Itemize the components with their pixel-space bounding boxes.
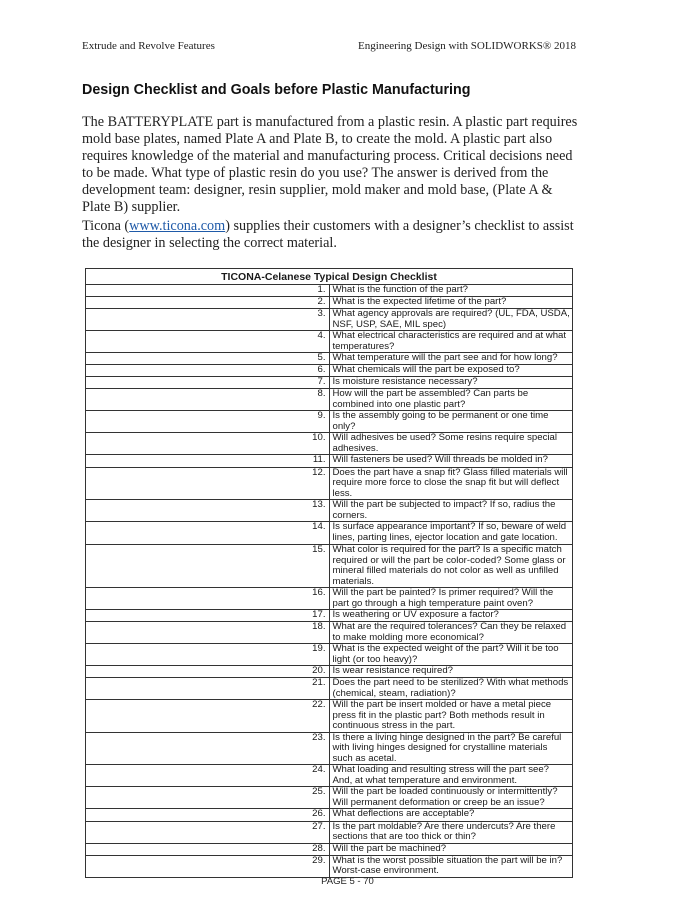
checklist-row xyxy=(86,843,573,855)
item-number: 29. xyxy=(86,855,330,877)
checklist-row xyxy=(86,765,573,787)
checklist-row xyxy=(86,588,573,610)
checklist-row xyxy=(86,455,573,467)
item-number: 25. xyxy=(86,787,330,809)
item-number: 20. xyxy=(86,666,330,678)
ticona-paragraph-start: Ticona ( xyxy=(82,218,130,234)
checklist-row xyxy=(86,365,573,377)
item-question: Will the part be loaded continuously or intermittently? Will permanent deformation or creep be an issue? xyxy=(329,787,573,809)
item-question: What agency approvals are required? (UL, FDA, USDA, NSF, USP, SAE, MIL spec) xyxy=(329,309,573,331)
ticona-paragraph-end: ) supplies their customers with a designer’s checklist to assist the designer in selecting the correct material. xyxy=(82,218,574,251)
item-question: Will the part be painted? Is primer required? Will the part go through a high temperature paint oven? xyxy=(329,588,573,610)
item-question: Will adhesives be used? Some resins require special adhesives. xyxy=(329,433,573,455)
item-number: 13. xyxy=(86,500,330,522)
item-question: Will the part be subjected to impact? If so, radius the corners. xyxy=(329,500,573,522)
item-question: What is the worst possible situation the part will be in? Worst-case environment. xyxy=(329,855,573,877)
design-checklist-table xyxy=(85,268,573,878)
checklist-row xyxy=(86,666,573,678)
item-number: 8. xyxy=(86,389,330,411)
item-number: 24. xyxy=(86,765,330,787)
item-number: 21. xyxy=(86,678,330,700)
checklist-row xyxy=(86,644,573,666)
item-question: Is surface appearance important? If so, beware of weld lines, parting lines, ejector location and gate location. xyxy=(329,522,573,545)
item-question: Is weathering or UV exposure a factor? xyxy=(329,610,573,622)
checklist-row xyxy=(86,377,573,389)
item-question: What deflections are acceptable? xyxy=(329,809,573,821)
checklist-row xyxy=(86,522,573,545)
item-number: 22. xyxy=(86,700,330,733)
item-number: 16. xyxy=(86,588,330,610)
item-number: 6. xyxy=(86,365,330,377)
checklist-row xyxy=(86,389,573,411)
item-question: Will the part be machined? xyxy=(329,843,573,855)
checklist-row xyxy=(86,309,573,331)
item-number: 11. xyxy=(86,455,330,467)
item-number: 17. xyxy=(86,610,330,622)
item-question: How will the part be assembled? Can parts be combined into one plastic part? xyxy=(329,389,573,411)
item-question: What is the expected lifetime of the part? xyxy=(329,297,573,309)
checklist-row xyxy=(86,787,573,809)
item-number: 10. xyxy=(86,433,330,455)
item-question: Is there a living hinge designed in the part? Be careful with living hinges designed for crystalline materials such as acetal. xyxy=(329,732,573,765)
item-number: 19. xyxy=(86,644,330,666)
item-question: What chemicals will the part be exposed to? xyxy=(329,365,573,377)
checklist-row xyxy=(86,331,573,353)
checklist-row xyxy=(86,545,573,588)
checklist-body xyxy=(86,285,573,878)
checklist-row xyxy=(86,678,573,700)
item-question: Will fasteners be used? Will threads be molded in? xyxy=(329,455,573,467)
checklist-row xyxy=(86,821,573,843)
item-number: 14. xyxy=(86,522,330,545)
item-number: 1. xyxy=(86,285,330,297)
checklist-row xyxy=(86,285,573,297)
running-header-left: Extrude and Revolve Features xyxy=(82,40,215,52)
checklist-row xyxy=(86,700,573,733)
item-question: Is the assembly going to be permanent or one time only? xyxy=(329,411,573,433)
item-question: Does the part have a snap fit? Glass filled materials will require more force to close the snap fit but will deflect less. xyxy=(329,467,573,500)
ticona-paragraph xyxy=(82,218,582,252)
item-question: What is the expected weight of the part? Will it be too light (or too heavy)? xyxy=(329,644,573,666)
intro-paragraph: The BATTERYPLATE part is manufactured from a plastic resin. A plastic part requires mold base plates, named Plate A and Plate B, to create the mold. A plastic part also requires knowledge of the material and manufacturing process. Critical decisions need to be made. What type of plastic resin do you use? The answer is derived from the development team: designer, resin supplier, mold maker and mold base, (Plate A & Plate B) supplier. xyxy=(82,114,578,215)
section-title: Design Checklist and Goals before Plastic Manufacturing xyxy=(82,82,471,98)
ticona-link[interactable]: www.ticona.com xyxy=(129,218,226,234)
item-question: What is the function of the part? xyxy=(329,285,573,297)
checklist-row xyxy=(86,411,573,433)
item-question: Is moisture resistance necessary? xyxy=(329,377,573,389)
item-question: Is wear resistance required? xyxy=(329,666,573,678)
item-question: What electrical characteristics are required and at what temperatures? xyxy=(329,331,573,353)
item-number: 2. xyxy=(86,297,330,309)
item-number: 4. xyxy=(86,331,330,353)
item-number: 12. xyxy=(86,467,330,500)
item-question: What are the required tolerances? Can they be relaxed to make molding more economical? xyxy=(329,622,573,644)
checklist-row xyxy=(86,297,573,309)
checklist-row xyxy=(86,500,573,522)
item-number: 9. xyxy=(86,411,330,433)
item-question: What color is required for the part? Is a specific match required or will the part be color-coded? Some glass or mineral filled materials do not color as well as unfilled materials. xyxy=(329,545,573,588)
item-number: 27. xyxy=(86,821,330,843)
item-question: Does the part need to be sterilized? With what methods (chemical, steam, radiation)? xyxy=(329,678,573,700)
item-number: 23. xyxy=(86,732,330,765)
checklist-row xyxy=(86,622,573,644)
running-header-right: Engineering Design with SOLIDWORKS® 2018 xyxy=(358,40,576,52)
checklist-row xyxy=(86,610,573,622)
page-number: PAGE 5 - 70 xyxy=(321,876,374,887)
checklist-row xyxy=(86,467,573,500)
item-number: 18. xyxy=(86,622,330,644)
item-number: 3. xyxy=(86,309,330,331)
item-question: Will the part be insert molded or have a metal piece press fit in the plastic part? Both methods result in continuous stress in the part. xyxy=(329,700,573,733)
checklist-row xyxy=(86,855,573,877)
item-number: 5. xyxy=(86,353,330,365)
item-question: What temperature will the part see and for how long? xyxy=(329,353,573,365)
item-number: 15. xyxy=(86,545,330,588)
checklist-row xyxy=(86,732,573,765)
checklist-row xyxy=(86,353,573,365)
checklist-row xyxy=(86,809,573,821)
item-number: 26. xyxy=(86,809,330,821)
checklist-row xyxy=(86,433,573,455)
item-question: Is the part moldable? Are there undercuts? Are there sections that are too thick or thin? xyxy=(329,821,573,843)
checklist-title: TICONA-Celanese Typical Design Checklist xyxy=(86,269,573,285)
item-number: 28. xyxy=(86,843,330,855)
item-number: 7. xyxy=(86,377,330,389)
item-question: What loading and resulting stress will the part see? And, at what temperature and environment. xyxy=(329,765,573,787)
